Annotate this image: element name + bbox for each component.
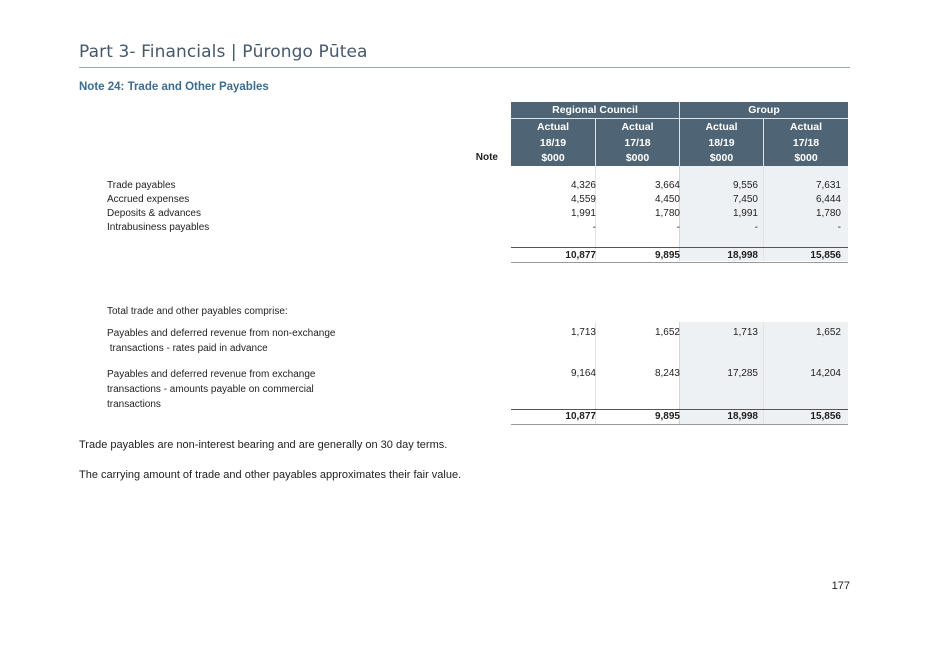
total-cell: 15,856 xyxy=(810,411,841,422)
row-label: Deposits & advances xyxy=(107,208,201,219)
cell: 1,780 xyxy=(815,208,841,219)
header-type-row xyxy=(511,118,848,135)
col4-type: Actual xyxy=(763,119,848,135)
cell: - xyxy=(676,222,680,233)
note-paragraph: The carrying amount of trade and other payables approximates their fair value. xyxy=(79,469,462,481)
cell: 9,164 xyxy=(570,368,596,379)
total-cell: 18,998 xyxy=(727,411,758,422)
total-cell: 9,895 xyxy=(654,250,680,261)
cell: 7,631 xyxy=(815,180,841,191)
col3-type: Actual xyxy=(679,119,763,135)
col2-type: Actual xyxy=(595,119,679,135)
note-paragraph: Trade payables are non-interest bearing and are generally on 30 day terms. xyxy=(79,439,448,451)
cell: 3,664 xyxy=(654,180,680,191)
comprise-row xyxy=(107,327,848,341)
table-row xyxy=(107,180,848,194)
total-rule-bottom xyxy=(511,262,848,263)
label-line: Payables and deferred revenue from exchange xyxy=(107,369,316,380)
col1-type: Actual xyxy=(536,121,570,133)
col2-year: 17/18 xyxy=(595,135,679,151)
total-rule-bottom xyxy=(511,424,848,425)
cell: 1,780 xyxy=(654,208,680,219)
total-rule-top xyxy=(511,409,848,410)
group-regional-council: Regional Council xyxy=(552,104,638,116)
col4-unit: $000 xyxy=(763,150,848,166)
page-number: 177 xyxy=(831,580,850,592)
cell: 4,450 xyxy=(654,194,680,205)
col4-year: 17/18 xyxy=(763,135,848,151)
col3-unit: $000 xyxy=(679,150,763,166)
cell: 17,285 xyxy=(727,368,758,379)
total-rule-top xyxy=(511,247,848,248)
cell: 1,991 xyxy=(732,208,758,219)
total-cell: 18,998 xyxy=(727,250,758,261)
label-line: Payables and deferred revenue from non-exchange xyxy=(107,328,336,339)
col3-year: 18/19 xyxy=(679,135,763,151)
cell: 1,713 xyxy=(732,327,758,338)
header-group-row xyxy=(511,102,848,118)
row-label: Trade payables xyxy=(107,180,176,191)
table-row xyxy=(107,222,848,236)
comprise-total-row xyxy=(107,411,848,425)
header-year-row xyxy=(511,135,848,151)
total-cell: 15,856 xyxy=(810,250,841,261)
total-cell: 10,877 xyxy=(565,411,596,422)
page-title: Part 3- Financials | Pūrongo Pūtea xyxy=(79,42,368,62)
cell: 6,444 xyxy=(815,194,841,205)
cell: 1,652 xyxy=(654,327,680,338)
row-label: Intrabusiness payables xyxy=(107,222,210,233)
cell: 1,713 xyxy=(570,327,596,338)
table-row xyxy=(107,208,848,222)
row-label: Accrued expenses xyxy=(107,194,190,205)
col1-year: 18/19 xyxy=(539,137,567,149)
cell: 8,243 xyxy=(654,368,680,379)
col1-unit: $000 xyxy=(541,152,565,164)
total-cell: 9,895 xyxy=(654,411,680,422)
cell: - xyxy=(592,222,596,233)
cell: 9,556 xyxy=(732,180,758,191)
total-cell: 10,877 xyxy=(565,250,596,261)
note-heading: Note 24: Trade and Other Payables xyxy=(79,81,269,93)
cell: 1,991 xyxy=(570,208,596,219)
col2-unit: $000 xyxy=(595,150,679,166)
note-column-label: Note xyxy=(475,152,498,163)
group-group: Group xyxy=(679,102,848,118)
label-line: transactions xyxy=(107,399,161,410)
comprise-row xyxy=(107,368,848,382)
cell: 14,204 xyxy=(810,368,841,379)
cell: - xyxy=(837,222,841,233)
label-line: transactions - rates paid in advance xyxy=(107,343,268,354)
header-unit-row xyxy=(511,150,848,166)
label-line: transactions - amounts payable on commercial xyxy=(107,384,314,395)
table-row xyxy=(107,194,848,208)
cell: 7,450 xyxy=(732,194,758,205)
cell: 4,326 xyxy=(570,180,596,191)
cell: 1,652 xyxy=(815,327,841,338)
cell: - xyxy=(754,222,758,233)
cell: 4,559 xyxy=(570,194,596,205)
comprise-heading: Total trade and other payables comprise: xyxy=(107,306,288,317)
title-divider xyxy=(79,67,850,68)
